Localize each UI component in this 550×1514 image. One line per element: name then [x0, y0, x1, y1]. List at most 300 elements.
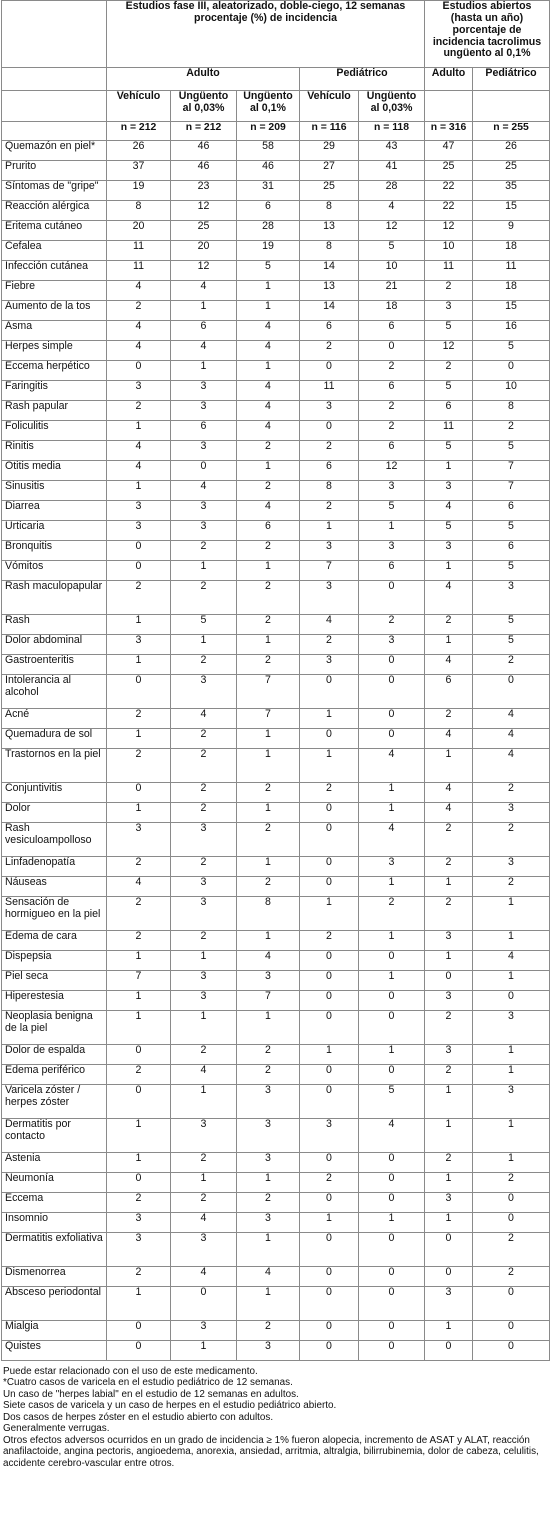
incidence-value: 2 — [300, 501, 359, 521]
incidence-value: 5 — [473, 341, 550, 361]
formulation-header: Vehículo — [107, 91, 171, 122]
incidence-value: 0 — [107, 675, 171, 709]
incidence-value: 4 — [107, 321, 171, 341]
table-row — [2, 521, 550, 541]
event-name: Vómitos — [2, 561, 107, 581]
incidence-value: 8 — [300, 241, 359, 261]
incidence-value: 0 — [300, 1011, 359, 1045]
incidence-value: 3 — [237, 1085, 300, 1119]
table-row — [2, 1213, 550, 1233]
incidence-value: 16 — [473, 321, 550, 341]
incidence-value: 2 — [107, 1267, 171, 1287]
incidence-value: 3 — [171, 877, 237, 897]
formulation-header: Ungüento al 0,03% — [359, 91, 425, 122]
incidence-value: 3 — [171, 381, 237, 401]
incidence-value: 4 — [237, 401, 300, 421]
incidence-value: 18 — [359, 301, 425, 321]
incidence-value: 28 — [359, 181, 425, 201]
incidence-value: 2 — [425, 823, 473, 857]
event-name: Quemazón en piel* — [2, 141, 107, 161]
table-row — [2, 1173, 550, 1193]
table-row — [2, 991, 550, 1011]
incidence-value: 14 — [300, 261, 359, 281]
incidence-value: 1 — [473, 1065, 550, 1085]
incidence-value: 3 — [107, 501, 171, 521]
table-row — [2, 803, 550, 823]
table-header — [2, 1, 550, 141]
incidence-value: 3 — [171, 971, 237, 991]
incidence-value: 3 — [107, 381, 171, 401]
incidence-value: 3 — [171, 441, 237, 461]
incidence-value: 0 — [359, 1287, 425, 1321]
incidence-value: 0 — [300, 1065, 359, 1085]
incidence-value: 6 — [171, 321, 237, 341]
incidence-value: 37 — [107, 161, 171, 181]
incidence-value: 0 — [107, 541, 171, 561]
document-page — [1, 0, 549, 1469]
table-row — [2, 281, 550, 301]
formulation-header-empty — [425, 91, 473, 122]
table-row — [2, 181, 550, 201]
incidence-value: 1 — [171, 561, 237, 581]
event-name: Aumento de la tos — [2, 301, 107, 321]
incidence-value: 19 — [107, 181, 171, 201]
incidence-value: 1 — [359, 877, 425, 897]
incidence-value: 4 — [237, 951, 300, 971]
table-row — [2, 481, 550, 501]
incidence-value: 12 — [425, 341, 473, 361]
incidence-value: 1 — [171, 1173, 237, 1193]
incidence-value: 1 — [107, 481, 171, 501]
incidence-value: 46 — [171, 141, 237, 161]
incidence-value: 15 — [473, 201, 550, 221]
incidence-value: 3 — [171, 823, 237, 857]
incidence-value: 25 — [171, 221, 237, 241]
table-row — [2, 655, 550, 675]
incidence-value: 3 — [425, 1193, 473, 1213]
incidence-value: 7 — [237, 991, 300, 1011]
header-corner — [2, 68, 107, 91]
incidence-value: 25 — [300, 181, 359, 201]
incidence-value: 6 — [171, 421, 237, 441]
incidence-value: 1 — [300, 1213, 359, 1233]
table-row — [2, 675, 550, 709]
incidence-value: 3 — [107, 1233, 171, 1267]
event-name: Rash vesiculoampolloso — [2, 823, 107, 857]
table-row — [2, 1045, 550, 1065]
incidence-value: 4 — [473, 729, 550, 749]
incidence-value: 0 — [473, 1213, 550, 1233]
incidence-value: 1 — [237, 1233, 300, 1267]
incidence-value: 1 — [359, 971, 425, 991]
incidence-value: 3 — [171, 521, 237, 541]
incidence-value: 2 — [425, 1153, 473, 1173]
incidence-value: 13 — [300, 281, 359, 301]
event-name: Eccema herpético — [2, 361, 107, 381]
event-name: Sinusitis — [2, 481, 107, 501]
table-row — [2, 857, 550, 877]
incidence-value: 3 — [171, 501, 237, 521]
table-row — [2, 361, 550, 381]
table-row — [2, 461, 550, 481]
event-name: Neumonía — [2, 1173, 107, 1193]
incidence-value: 11 — [425, 261, 473, 281]
incidence-value: 3 — [425, 931, 473, 951]
incidence-value: 5 — [473, 615, 550, 635]
pediatric-header: Pediátrico — [300, 68, 425, 91]
event-name: Eccema — [2, 1193, 107, 1213]
incidence-value: 3 — [473, 1085, 550, 1119]
event-name: Intolerancia al alcohol — [2, 675, 107, 709]
incidence-value: 0 — [359, 709, 425, 729]
table-row — [2, 381, 550, 401]
incidence-value: 0 — [300, 729, 359, 749]
event-name: Infección cutánea — [2, 261, 107, 281]
incidence-value: 0 — [107, 1321, 171, 1341]
incidence-value: 0 — [171, 1287, 237, 1321]
incidence-value: 1 — [473, 971, 550, 991]
incidence-value: 2 — [107, 857, 171, 877]
incidence-value: 1 — [300, 749, 359, 783]
incidence-value: 4 — [359, 1119, 425, 1153]
event-name: Quistes — [2, 1341, 107, 1361]
incidence-value: 4 — [171, 1267, 237, 1287]
table-row — [2, 615, 550, 635]
incidence-value: 1 — [237, 561, 300, 581]
incidence-value: 0 — [359, 1011, 425, 1045]
incidence-value: 2 — [425, 857, 473, 877]
table-row — [2, 783, 550, 803]
incidence-value: 0 — [300, 803, 359, 823]
table-row — [2, 1011, 550, 1045]
incidence-value: 25 — [425, 161, 473, 181]
incidence-value: 7 — [473, 481, 550, 501]
incidence-value: 0 — [359, 729, 425, 749]
incidence-value: 2 — [473, 421, 550, 441]
incidence-value: 0 — [425, 1267, 473, 1287]
incidence-value: 6 — [300, 321, 359, 341]
sample-size: n = 116 — [300, 122, 359, 141]
incidence-value: 0 — [359, 991, 425, 1011]
event-name: Absceso periodontal — [2, 1287, 107, 1321]
footnote: Un caso de "herpes labial" en el estudio de 12 semanas en adultos. — [3, 1388, 299, 1400]
incidence-value: 2 — [300, 783, 359, 803]
incidence-value: 2 — [300, 341, 359, 361]
incidence-value: 1 — [171, 1011, 237, 1045]
incidence-value: 0 — [300, 1085, 359, 1119]
table-row — [2, 931, 550, 951]
incidence-value: 3 — [171, 991, 237, 1011]
incidence-value: 10 — [359, 261, 425, 281]
incidence-value: 6 — [359, 561, 425, 581]
incidence-value: 4 — [473, 951, 550, 971]
table-body — [2, 141, 550, 1361]
incidence-value: 2 — [171, 783, 237, 803]
table-row — [2, 161, 550, 181]
incidence-value: 5 — [171, 615, 237, 635]
incidence-value: 0 — [425, 1233, 473, 1267]
table-row — [2, 1267, 550, 1287]
incidence-value: 4 — [473, 749, 550, 783]
incidence-value: 3 — [473, 581, 550, 615]
incidence-value: 1 — [425, 951, 473, 971]
incidence-value: 58 — [237, 141, 300, 161]
incidence-value: 0 — [359, 1153, 425, 1173]
incidence-value: 2 — [425, 709, 473, 729]
event-name: Prurito — [2, 161, 107, 181]
incidence-value: 4 — [237, 1267, 300, 1287]
incidence-value: 0 — [359, 951, 425, 971]
incidence-value: 5 — [425, 521, 473, 541]
incidence-value: 3 — [300, 541, 359, 561]
incidence-value: 8 — [107, 201, 171, 221]
table-row — [2, 141, 550, 161]
incidence-value: 5 — [359, 1085, 425, 1119]
header-corner — [2, 122, 107, 141]
incidence-value: 4 — [107, 281, 171, 301]
event-name: Otitis media — [2, 461, 107, 481]
incidence-value: 3 — [425, 541, 473, 561]
incidence-value: 10 — [425, 241, 473, 261]
incidence-value: 1 — [359, 783, 425, 803]
incidence-value: 0 — [359, 1267, 425, 1287]
incidence-value: 21 — [359, 281, 425, 301]
incidence-value: 1 — [473, 1119, 550, 1153]
incidence-value: 1 — [300, 897, 359, 931]
incidence-value: 1 — [237, 749, 300, 783]
incidence-value: 3 — [237, 1341, 300, 1361]
incidence-value: 0 — [425, 971, 473, 991]
table-row — [2, 401, 550, 421]
incidence-value: 2 — [359, 421, 425, 441]
footnote: Dos casos de herpes zóster en el estudio abierto con adultos. — [3, 1411, 274, 1423]
table-row — [2, 1321, 550, 1341]
incidence-value: 5 — [473, 441, 550, 461]
incidence-value: 5 — [425, 321, 473, 341]
incidence-value: 7 — [237, 675, 300, 709]
incidence-value: 3 — [300, 655, 359, 675]
incidence-value: 0 — [359, 1173, 425, 1193]
footnote: *Cuatro casos de varicela en el estudio pediátrico de 12 semanas. — [3, 1377, 293, 1389]
incidence-value: 0 — [300, 361, 359, 381]
incidence-value: 2 — [425, 281, 473, 301]
incidence-value: 2 — [359, 897, 425, 931]
incidence-value: 3 — [237, 1213, 300, 1233]
adverse-events-table — [1, 0, 550, 1361]
incidence-value: 0 — [473, 361, 550, 381]
incidence-value: 3 — [425, 991, 473, 1011]
incidence-value: 1 — [425, 1213, 473, 1233]
incidence-value: 2 — [237, 655, 300, 675]
incidence-value: 0 — [425, 1341, 473, 1361]
event-name: Rash maculopapular — [2, 581, 107, 615]
incidence-value: 2 — [473, 877, 550, 897]
incidence-value: 0 — [300, 675, 359, 709]
incidence-value: 3 — [300, 401, 359, 421]
incidence-value: 2 — [237, 1045, 300, 1065]
incidence-value: 6 — [300, 461, 359, 481]
incidence-value: 12 — [425, 221, 473, 241]
footnote: Generalmente verrugas. — [3, 1423, 110, 1435]
incidence-value: 3 — [473, 803, 550, 823]
incidence-value: 3 — [171, 1321, 237, 1341]
formulation-header: Vehículo — [300, 91, 359, 122]
incidence-value: 6 — [473, 541, 550, 561]
event-name: Eritema cutáneo — [2, 221, 107, 241]
incidence-value: 11 — [300, 381, 359, 401]
incidence-value: 2 — [107, 749, 171, 783]
incidence-value: 0 — [107, 1341, 171, 1361]
event-name: Edema periférico — [2, 1065, 107, 1085]
event-name: Fiebre — [2, 281, 107, 301]
table-row — [2, 341, 550, 361]
event-name: Bronquitis — [2, 541, 107, 561]
footnote: Puede estar relacionado con el uso de este medicamento. — [3, 1366, 258, 1377]
incidence-value: 26 — [107, 141, 171, 161]
table-row — [2, 1085, 550, 1119]
table-row — [2, 951, 550, 971]
incidence-value: 1 — [425, 749, 473, 783]
incidence-value: 3 — [473, 1011, 550, 1045]
incidence-value: 1 — [425, 1085, 473, 1119]
sample-size: n = 212 — [171, 122, 237, 141]
event-name: Rinitis — [2, 441, 107, 461]
incidence-value: 2 — [107, 581, 171, 615]
incidence-value: 2 — [171, 749, 237, 783]
incidence-value: 8 — [237, 897, 300, 931]
event-name: Sensación de hormigueo en la piel — [2, 897, 107, 931]
incidence-value: 2 — [425, 1011, 473, 1045]
incidence-value: 2 — [171, 1193, 237, 1213]
incidence-value: 2 — [107, 1065, 171, 1085]
event-name: Conjuntivitis — [2, 783, 107, 803]
event-name: Reacción alérgica — [2, 201, 107, 221]
incidence-value: 1 — [237, 635, 300, 655]
incidence-value: 28 — [237, 221, 300, 241]
incidence-value: 2 — [171, 541, 237, 561]
sample-size: n = 212 — [107, 122, 171, 141]
incidence-value: 3 — [473, 857, 550, 877]
incidence-value: 4 — [171, 341, 237, 361]
table-row — [2, 241, 550, 261]
incidence-value: 2 — [473, 1173, 550, 1193]
sample-size: n = 316 — [425, 122, 473, 141]
open-studies-header: Estudios abiertos (hasta un año) porcentaje de incidencia tacrolimus ungüento al 0,1% — [425, 1, 550, 68]
incidence-value: 4 — [237, 421, 300, 441]
incidence-value: 0 — [300, 857, 359, 877]
incidence-value: 2 — [359, 401, 425, 421]
footnote: Siete casos de varicela y un caso de herpes en el estudio pediátrico abierto. — [3, 1400, 337, 1412]
event-name: Rash papular — [2, 401, 107, 421]
incidence-value: 0 — [473, 1321, 550, 1341]
incidence-value: 0 — [359, 675, 425, 709]
event-name: Dismenorrea — [2, 1267, 107, 1287]
incidence-value: 2 — [237, 1321, 300, 1341]
table-row — [2, 897, 550, 931]
table-row — [2, 1119, 550, 1153]
open-adult-header: Adulto — [425, 68, 473, 91]
incidence-value: 0 — [300, 823, 359, 857]
incidence-value: 3 — [171, 1119, 237, 1153]
sample-size: n = 209 — [237, 122, 300, 141]
incidence-value: 22 — [425, 201, 473, 221]
incidence-value: 2 — [300, 1173, 359, 1193]
incidence-value: 11 — [107, 241, 171, 261]
incidence-value: 0 — [300, 1287, 359, 1321]
incidence-value: 3 — [359, 857, 425, 877]
table-row — [2, 729, 550, 749]
incidence-value: 3 — [171, 897, 237, 931]
event-name: Herpes simple — [2, 341, 107, 361]
incidence-value: 41 — [359, 161, 425, 181]
incidence-value: 0 — [300, 1193, 359, 1213]
incidence-value: 3 — [107, 1213, 171, 1233]
incidence-value: 0 — [359, 655, 425, 675]
incidence-value: 3 — [171, 401, 237, 421]
incidence-value: 4 — [107, 341, 171, 361]
incidence-value: 0 — [107, 1173, 171, 1193]
incidence-value: 1 — [171, 361, 237, 381]
incidence-value: 4 — [359, 749, 425, 783]
incidence-value: 6 — [359, 321, 425, 341]
incidence-value: 27 — [300, 161, 359, 181]
incidence-value: 1 — [359, 1045, 425, 1065]
incidence-value: 0 — [359, 1193, 425, 1213]
event-name: Dermatitis por contacto — [2, 1119, 107, 1153]
event-name: Astenia — [2, 1153, 107, 1173]
incidence-value: 18 — [473, 241, 550, 261]
incidence-value: 1 — [107, 1011, 171, 1045]
event-name: Dermatitis exfoliativa — [2, 1233, 107, 1267]
incidence-value: 3 — [107, 635, 171, 655]
event-name: Acné — [2, 709, 107, 729]
incidence-value: 20 — [107, 221, 171, 241]
incidence-value: 0 — [300, 1341, 359, 1361]
event-name: Síntomas de "gripe" — [2, 181, 107, 201]
table-row — [2, 971, 550, 991]
incidence-value: 3 — [300, 581, 359, 615]
incidence-value: 11 — [473, 261, 550, 281]
event-name: Quemadura de sol — [2, 729, 107, 749]
incidence-value: 22 — [425, 181, 473, 201]
incidence-value: 0 — [300, 991, 359, 1011]
incidence-value: 2 — [171, 655, 237, 675]
incidence-value: 2 — [473, 823, 550, 857]
event-name: Foliculitis — [2, 421, 107, 441]
incidence-value: 4 — [107, 877, 171, 897]
incidence-value: 1 — [237, 281, 300, 301]
event-name: Hiperestesia — [2, 991, 107, 1011]
incidence-value: 3 — [425, 301, 473, 321]
incidence-value: 1 — [107, 1153, 171, 1173]
incidence-value: 18 — [473, 281, 550, 301]
table-row — [2, 581, 550, 615]
incidence-value: 1 — [237, 1287, 300, 1321]
incidence-value: 2 — [107, 401, 171, 421]
incidence-value: 1 — [425, 1173, 473, 1193]
table-row — [2, 1341, 550, 1361]
incidence-value: 5 — [359, 241, 425, 261]
event-name: Varicela zóster / herpes zóster — [2, 1085, 107, 1119]
incidence-value: 43 — [359, 141, 425, 161]
incidence-value: 0 — [107, 361, 171, 381]
incidence-value: 31 — [237, 181, 300, 201]
incidence-value: 4 — [237, 341, 300, 361]
table-row — [2, 541, 550, 561]
incidence-value: 11 — [425, 421, 473, 441]
incidence-value: 2 — [171, 857, 237, 877]
incidence-value: 2 — [359, 361, 425, 381]
